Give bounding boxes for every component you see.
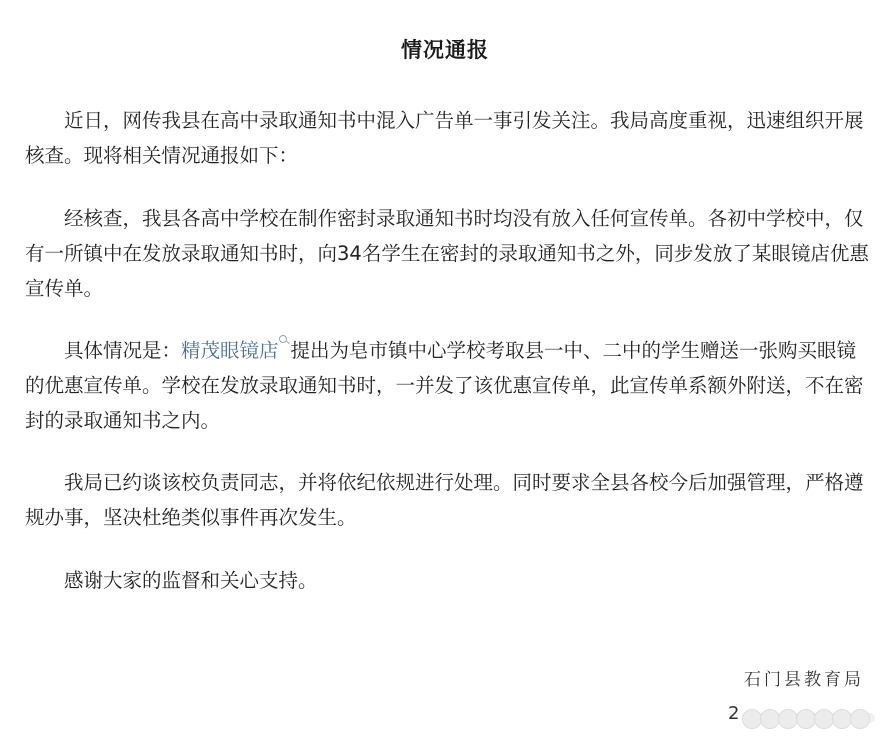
- issuer-signature: 石门县教育局: [744, 670, 864, 690]
- shop-link[interactable]: 精茂眼镜店: [181, 339, 279, 362]
- paragraph-handling: 我局已约谈该校负责同志，并将依纪依规进行处理。同时要求全县各校今后加强管理，严格遵规办事，坚决杜绝类似事件再次发生。: [25, 471, 864, 529]
- watermark-overlay: [742, 705, 877, 729]
- details-body: 提出为皂市镇中心学校考取县一中、二中的学生赠送一张购买眼镜的优惠宣传单。学校在发放录取通知书时，一并发了该优惠宣传单，此宣传单系额外附送，不在密封的录取通知书之内。: [25, 339, 864, 432]
- paragraph-thanks: 感谢大家的监督和关心支持。: [64, 569, 318, 592]
- date-fragment: 2: [728, 703, 740, 724]
- details-lead: 具体情况是：: [64, 339, 182, 362]
- paragraph-details: [25, 333, 870, 438]
- notice-title: 情况通报: [401, 38, 489, 62]
- paragraph-findings: 经核查，我县各高中学校在制作密封录取通知书时均没有放入任何宣传单。各初中学校中，仅有一所镇中在发放录取通知书时，向34名学生在密封的录取通知书之外，同步发放了某眼镜店优惠宣传单。: [25, 207, 869, 300]
- search-icon[interactable]: [279, 333, 289, 347]
- paragraph-intro: 近日，网传我县在高中录取通知书中混入广告单一事引发关注。我局高度重视，迅速组织开展核查。现将相关情况通报如下：: [25, 109, 864, 167]
